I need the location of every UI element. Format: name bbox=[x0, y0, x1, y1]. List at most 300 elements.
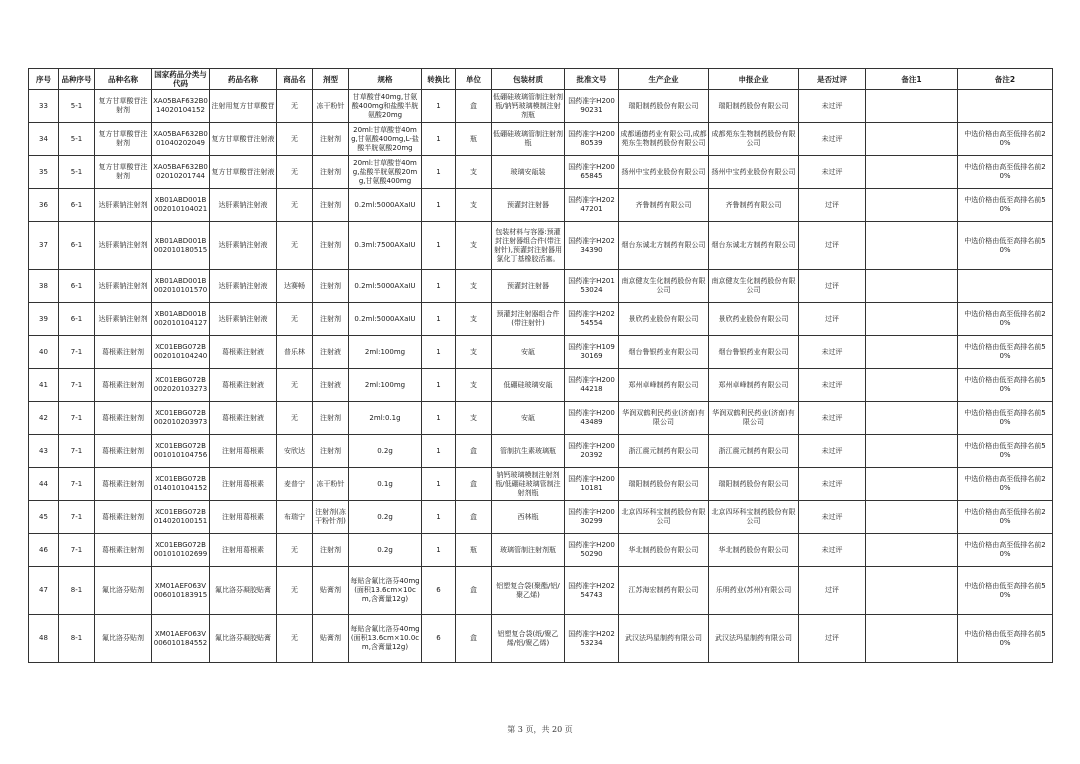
table-cell: 注射用葛根素 bbox=[210, 468, 277, 501]
table-cell: 低硼硅玻璃管制注射剂瓶/钠钙玻璃模制注射剂瓶 bbox=[492, 90, 565, 123]
table-cell: 成都苑东生物制药股份有限公司 bbox=[709, 123, 799, 156]
table-cell: XA05BAF632B001040202049 bbox=[152, 123, 210, 156]
table-cell: 7-1 bbox=[59, 336, 95, 369]
table-cell bbox=[866, 156, 958, 189]
table-cell bbox=[866, 336, 958, 369]
table-cell: 盒 bbox=[456, 468, 492, 501]
table-cell: 未过评 bbox=[799, 435, 866, 468]
table-cell: 1 bbox=[422, 156, 456, 189]
table-cell: 达肝素钠注射剂 bbox=[95, 270, 152, 303]
table-cell: 每贴含氟比洛芬40mg(面积13.6cm×10.0cm,含膏量12g) bbox=[349, 615, 422, 663]
column-header: 药品名称 bbox=[210, 69, 277, 90]
table-cell: 注射用葛根素 bbox=[210, 435, 277, 468]
table-cell: 北京四环科宝制药股份有限公司 bbox=[709, 501, 799, 534]
column-header: 剂型 bbox=[313, 69, 349, 90]
table-cell: 达肝素钠注射液 bbox=[210, 222, 277, 270]
table-cell: 国药准字H20080539 bbox=[565, 123, 619, 156]
table-cell: XB01ABD001B002010104127 bbox=[152, 303, 210, 336]
table-row bbox=[29, 402, 1053, 435]
table-cell: 安瓿 bbox=[492, 336, 565, 369]
table-cell: XC01EBG072B002020103273 bbox=[152, 369, 210, 402]
table-cell bbox=[866, 189, 958, 222]
table-cell: 5-1 bbox=[59, 123, 95, 156]
table-cell: 支 bbox=[456, 222, 492, 270]
table-cell: 浙江震元制药有限公司 bbox=[619, 435, 709, 468]
table-cell: 未过评 bbox=[799, 336, 866, 369]
table-cell: 支 bbox=[456, 303, 492, 336]
table-row bbox=[29, 90, 1053, 123]
table-cell: 中选价格由高至低排名前20% bbox=[958, 534, 1053, 567]
table-cell: 6 bbox=[422, 567, 456, 615]
table-cell: 1 bbox=[422, 501, 456, 534]
table-cell: 达肝素钠注射液 bbox=[210, 189, 277, 222]
table-cell: 复方甘草酸苷注射剂 bbox=[95, 90, 152, 123]
table-cell: 葛根素注射液 bbox=[210, 402, 277, 435]
table-row bbox=[29, 270, 1053, 303]
table-cell: 注射剂 bbox=[313, 222, 349, 270]
table-cell: 注射用复方甘草酸苷 bbox=[210, 90, 277, 123]
table-cell: 盒 bbox=[456, 567, 492, 615]
header-row bbox=[29, 69, 1053, 90]
table-cell: 国药准字H20050290 bbox=[565, 534, 619, 567]
table-cell: 烟台东诚北方制药有限公司 bbox=[709, 222, 799, 270]
table-cell: 盒 bbox=[456, 615, 492, 663]
table-cell: 扬州中宝药业股份有限公司 bbox=[709, 156, 799, 189]
table-cell: 6-1 bbox=[59, 270, 95, 303]
table-cell: 注射用葛根素 bbox=[210, 534, 277, 567]
table-cell: 过评 bbox=[799, 303, 866, 336]
table-cell: 支 bbox=[456, 369, 492, 402]
table-cell: 齐鲁制药有限公司 bbox=[709, 189, 799, 222]
column-header: 包装材质 bbox=[492, 69, 565, 90]
table-cell: 5-1 bbox=[59, 90, 95, 123]
table-cell: 葛根素注射剂 bbox=[95, 534, 152, 567]
table-cell: 低硼硅玻璃管制注射剂瓶 bbox=[492, 123, 565, 156]
table-cell: 过评 bbox=[799, 189, 866, 222]
table-cell bbox=[866, 615, 958, 663]
column-header: 转换比 bbox=[422, 69, 456, 90]
table-cell: 瑞阳制药股份有限公司 bbox=[709, 90, 799, 123]
table-cell: 1 bbox=[422, 402, 456, 435]
column-header: 商品名 bbox=[277, 69, 313, 90]
table-cell: XA05BAF632B002010201744 bbox=[152, 156, 210, 189]
table-cell: 葛根素注射剂 bbox=[95, 501, 152, 534]
table-cell: 未过评 bbox=[799, 369, 866, 402]
table-cell: 过评 bbox=[799, 567, 866, 615]
table-cell: 中选价格由低至高排名前50% bbox=[958, 189, 1053, 222]
table-cell: XB01ABD001B002010180515 bbox=[152, 222, 210, 270]
table-cell: 北京四环科宝制药股份有限公司 bbox=[619, 501, 709, 534]
table-cell: 7-1 bbox=[59, 435, 95, 468]
table-cell: 无 bbox=[277, 303, 313, 336]
table-cell: 无 bbox=[277, 90, 313, 123]
table-cell: 1 bbox=[422, 468, 456, 501]
table-cell: 达肝素钠注射剂 bbox=[95, 303, 152, 336]
table-cell: 1 bbox=[422, 270, 456, 303]
table-cell: 中选价格由高至低排名前20% bbox=[958, 123, 1053, 156]
column-header: 是否过评 bbox=[799, 69, 866, 90]
table-cell: 葛根素注射剂 bbox=[95, 336, 152, 369]
table-cell: 1 bbox=[422, 123, 456, 156]
table-cell: 注射剂 bbox=[313, 534, 349, 567]
table-cell: 注射用葛根素 bbox=[210, 501, 277, 534]
drug-list-table bbox=[28, 68, 1053, 663]
table-cell: 扬州中宝药业股份有限公司 bbox=[619, 156, 709, 189]
table-cell: 国药准字H20030299 bbox=[565, 501, 619, 534]
table-cell: 过评 bbox=[799, 270, 866, 303]
table-cell bbox=[866, 90, 958, 123]
table-cell: 每贴含氟比洛芬40mg(面积13.6cm×10cm,含膏量12g) bbox=[349, 567, 422, 615]
table-cell: 8-1 bbox=[59, 615, 95, 663]
table-cell: 注射剂 bbox=[313, 270, 349, 303]
table-cell: 国药准字H20253234 bbox=[565, 615, 619, 663]
table-cell: 无 bbox=[277, 369, 313, 402]
table-cell: 37 bbox=[29, 222, 59, 270]
table-cell: XM01AEF063V006010183915 bbox=[152, 567, 210, 615]
table-cell: 安瓿 bbox=[492, 402, 565, 435]
table-cell: 华润双鹤利民药业(济南)有限公司 bbox=[709, 402, 799, 435]
table-cell: 郑州卓峰制药有限公司 bbox=[709, 369, 799, 402]
table-cell: 1 bbox=[422, 189, 456, 222]
table-cell: 20ml:甘草酸苷40mg,甘氨酸400mg,L-盐酸半胱氨酸20mg bbox=[349, 123, 422, 156]
table-cell: XB01ABD001B002010101570 bbox=[152, 270, 210, 303]
table-cell: 玻璃安瓿装 bbox=[492, 156, 565, 189]
table-cell: 39 bbox=[29, 303, 59, 336]
table-cell: 40 bbox=[29, 336, 59, 369]
table-cell: 中选价格由低至高排名前50% bbox=[958, 615, 1053, 663]
table-cell: 复方甘草酸苷注射液 bbox=[210, 123, 277, 156]
table-cell: 无 bbox=[277, 567, 313, 615]
table-cell: 低硼硅玻璃安瓿 bbox=[492, 369, 565, 402]
table-cell: 盒 bbox=[456, 501, 492, 534]
table-row bbox=[29, 567, 1053, 615]
table-cell: 烟台东诚北方制药有限公司 bbox=[619, 222, 709, 270]
table-cell: 无 bbox=[277, 156, 313, 189]
table-cell: 42 bbox=[29, 402, 59, 435]
table-cell: 支 bbox=[456, 402, 492, 435]
table-row bbox=[29, 123, 1053, 156]
table-cell: 注射剂 bbox=[313, 156, 349, 189]
table-cell: 中选价格由低至高排名前50% bbox=[958, 222, 1053, 270]
table-row bbox=[29, 369, 1053, 402]
table-cell: 复方甘草酸苷注射液 bbox=[210, 156, 277, 189]
table-cell: 江苏海宏制药有限公司 bbox=[619, 567, 709, 615]
table-cell: 钠钙玻璃模制注射剂瓶/低硼硅玻璃管制注射剂瓶 bbox=[492, 468, 565, 501]
table-cell: 瓶 bbox=[456, 534, 492, 567]
table-cell: 未过评 bbox=[799, 534, 866, 567]
table-cell: 注射剂 bbox=[313, 402, 349, 435]
table-cell: 景欣药业股份有限公司 bbox=[619, 303, 709, 336]
table-cell: 华北制药股份有限公司 bbox=[619, 534, 709, 567]
table-cell: 国药准字H20020392 bbox=[565, 435, 619, 468]
table-cell: 47 bbox=[29, 567, 59, 615]
table-cell bbox=[866, 402, 958, 435]
table-cell: 冻干粉针 bbox=[313, 468, 349, 501]
table-cell: 1 bbox=[422, 222, 456, 270]
table-cell: 达肝素钠注射液 bbox=[210, 270, 277, 303]
table-cell: 无 bbox=[277, 123, 313, 156]
table-cell: 达赛畅 bbox=[277, 270, 313, 303]
table-cell: 0.2g bbox=[349, 501, 422, 534]
table-cell: 国药准字H20044218 bbox=[565, 369, 619, 402]
table-cell: XC01EBG072B014020100151 bbox=[152, 501, 210, 534]
table-cell: 中选价格由高至低排名前20% bbox=[958, 501, 1053, 534]
table-cell bbox=[866, 369, 958, 402]
table-cell: 齐鲁制药有限公司 bbox=[619, 189, 709, 222]
table-row bbox=[29, 189, 1053, 222]
table-cell: 支 bbox=[456, 270, 492, 303]
table-cell: XC01EBG072B002010203973 bbox=[152, 402, 210, 435]
table-cell: 支 bbox=[456, 336, 492, 369]
table-cell: 华润双鹤利民药业(济南)有限公司 bbox=[619, 402, 709, 435]
table-cell: 2ml:0.1g bbox=[349, 402, 422, 435]
table-cell: 南京健友生化制药股份有限公司 bbox=[709, 270, 799, 303]
table-cell bbox=[866, 303, 958, 336]
table-cell: 43 bbox=[29, 435, 59, 468]
table-cell: 注射液 bbox=[313, 369, 349, 402]
table-cell: 未过评 bbox=[799, 90, 866, 123]
table-cell: 1 bbox=[422, 369, 456, 402]
table-cell: 华北制药股份有限公司 bbox=[709, 534, 799, 567]
table-cell: 过评 bbox=[799, 222, 866, 270]
column-header: 批准文号 bbox=[565, 69, 619, 90]
table-body bbox=[29, 90, 1053, 663]
table-cell bbox=[866, 468, 958, 501]
table-cell: 国药准字H20090231 bbox=[565, 90, 619, 123]
table-cell: 景欣药业股份有限公司 bbox=[709, 303, 799, 336]
table-row bbox=[29, 336, 1053, 369]
table-cell: 铝塑复合袋(聚酯/铝/聚乙烯) bbox=[492, 567, 565, 615]
table-cell: 8-1 bbox=[59, 567, 95, 615]
table-cell: 国药准字H20247201 bbox=[565, 189, 619, 222]
table-cell: 中选价格由低至高排名前50% bbox=[958, 369, 1053, 402]
table-cell: 氟比洛芬凝胶贴膏 bbox=[210, 615, 277, 663]
column-header: 生产企业 bbox=[619, 69, 709, 90]
table-cell: XC01EBG072B001010102699 bbox=[152, 534, 210, 567]
table-cell: 7-1 bbox=[59, 402, 95, 435]
table-cell: 达肝素钠注射剂 bbox=[95, 222, 152, 270]
table-cell: 未过评 bbox=[799, 123, 866, 156]
column-header: 申报企业 bbox=[709, 69, 799, 90]
table-cell: 未过评 bbox=[799, 501, 866, 534]
column-header: 规格 bbox=[349, 69, 422, 90]
table-cell: 复方甘草酸苷注射剂 bbox=[95, 123, 152, 156]
table-cell: 中选价格由低至高排名前50% bbox=[958, 435, 1053, 468]
table-cell: 国药准字H20254743 bbox=[565, 567, 619, 615]
table-cell: 1 bbox=[422, 90, 456, 123]
table-cell bbox=[866, 222, 958, 270]
table-cell bbox=[958, 90, 1053, 123]
page-number-footer: 第 3 页，共 20 页 bbox=[507, 725, 573, 734]
table-cell: 国药准字H20153024 bbox=[565, 270, 619, 303]
column-header: 品种名称 bbox=[95, 69, 152, 90]
table-cell: 中选价格由高至低排名前20% bbox=[958, 468, 1053, 501]
table-cell: 1 bbox=[422, 303, 456, 336]
table-cell: 38 bbox=[29, 270, 59, 303]
table-cell: 西林瓶 bbox=[492, 501, 565, 534]
table-cell bbox=[958, 270, 1053, 303]
table-header bbox=[29, 69, 1053, 90]
table-row bbox=[29, 435, 1053, 468]
table-cell: 未过评 bbox=[799, 156, 866, 189]
table-cell: XA05BAF632B014020104152 bbox=[152, 90, 210, 123]
table-cell: 国药准字H20010181 bbox=[565, 468, 619, 501]
table-cell: 未过评 bbox=[799, 402, 866, 435]
table-cell: 注射剂 bbox=[313, 123, 349, 156]
table-cell: 氟比洛芬贴剂 bbox=[95, 615, 152, 663]
table-cell: 44 bbox=[29, 468, 59, 501]
column-header: 品种序号 bbox=[59, 69, 95, 90]
table-cell bbox=[866, 501, 958, 534]
table-cell: 包装材料与容器:预灌封注射器组合件(带注射针),预灌封注射器用氯化丁基橡胶活塞。 bbox=[492, 222, 565, 270]
table-cell: 48 bbox=[29, 615, 59, 663]
table-cell: 注射剂 bbox=[313, 435, 349, 468]
table-cell: 注射剂 bbox=[313, 189, 349, 222]
table-cell: 瑞阳制药股份有限公司 bbox=[619, 90, 709, 123]
table-cell: 烟台鲁银药业有限公司 bbox=[619, 336, 709, 369]
table-cell: 注射剂(冻干粉针剂) bbox=[313, 501, 349, 534]
table-cell: 浙江震元制药有限公司 bbox=[709, 435, 799, 468]
table-cell: 7-1 bbox=[59, 501, 95, 534]
table-cell: 7-1 bbox=[59, 369, 95, 402]
table-cell: 无 bbox=[277, 189, 313, 222]
table-cell bbox=[866, 567, 958, 615]
table-cell: 无 bbox=[277, 534, 313, 567]
table-cell: XC01EBG072B001010104756 bbox=[152, 435, 210, 468]
table-cell bbox=[866, 435, 958, 468]
table-cell: 国药准字H20234390 bbox=[565, 222, 619, 270]
table-cell: 玻璃管制注射剂瓶 bbox=[492, 534, 565, 567]
table-cell: 国药准字H20254554 bbox=[565, 303, 619, 336]
table-cell: 氟比洛芬贴剂 bbox=[95, 567, 152, 615]
table-cell: 国药准字H20043489 bbox=[565, 402, 619, 435]
table-cell bbox=[866, 534, 958, 567]
table-cell: 1 bbox=[422, 336, 456, 369]
column-header: 单位 bbox=[456, 69, 492, 90]
table-cell: 1 bbox=[422, 435, 456, 468]
table-cell: 0.1g bbox=[349, 468, 422, 501]
table-cell bbox=[866, 270, 958, 303]
table-row bbox=[29, 501, 1053, 534]
table-cell: 管制抗生素玻璃瓶 bbox=[492, 435, 565, 468]
table-cell: 0.3ml:7500AXaIU bbox=[349, 222, 422, 270]
table-cell: 0.2ml:5000AXaIU bbox=[349, 270, 422, 303]
table-row bbox=[29, 468, 1053, 501]
table-cell: 贴膏剂 bbox=[313, 567, 349, 615]
column-header: 国家药品分类与代码 bbox=[152, 69, 210, 90]
table-cell: 0.2ml:5000AXaIU bbox=[349, 303, 422, 336]
table-cell: 国药准字H10930169 bbox=[565, 336, 619, 369]
table-cell: 葛根素注射剂 bbox=[95, 468, 152, 501]
table-cell: 乐明药业(苏州)有限公司 bbox=[709, 567, 799, 615]
table-cell: 6-1 bbox=[59, 303, 95, 336]
table-cell: 0.2ml:5000AXaIU bbox=[349, 189, 422, 222]
table-cell: 0.2g bbox=[349, 435, 422, 468]
table-row bbox=[29, 222, 1053, 270]
table-cell: 支 bbox=[456, 189, 492, 222]
table-cell: 中选价格由低至高排名前50% bbox=[958, 402, 1053, 435]
table-cell: 武汉法玛星制药有限公司 bbox=[619, 615, 709, 663]
table-row bbox=[29, 303, 1053, 336]
table-cell: 达肝素钠注射液 bbox=[210, 303, 277, 336]
table-cell: 武汉法玛星制药有限公司 bbox=[709, 615, 799, 663]
table-cell: 瑞阳制药股份有限公司 bbox=[709, 468, 799, 501]
table-cell: XC01EBG072B002010104240 bbox=[152, 336, 210, 369]
table-cell: 复方甘草酸苷注射剂 bbox=[95, 156, 152, 189]
column-header: 序号 bbox=[29, 69, 59, 90]
table-cell: 盒 bbox=[456, 90, 492, 123]
table-cell: 1 bbox=[422, 534, 456, 567]
table-cell: 盒 bbox=[456, 435, 492, 468]
table-cell: 33 bbox=[29, 90, 59, 123]
table-cell: 7-1 bbox=[59, 468, 95, 501]
table-cell: 葛根素注射液 bbox=[210, 336, 277, 369]
table-cell: 贴膏剂 bbox=[313, 615, 349, 663]
table-cell: 34 bbox=[29, 123, 59, 156]
table-cell: 瑞阳制药股份有限公司 bbox=[619, 468, 709, 501]
table-cell: 烟台鲁银药业有限公司 bbox=[709, 336, 799, 369]
table-cell: 5-1 bbox=[59, 156, 95, 189]
table-cell: 布瑞宁 bbox=[277, 501, 313, 534]
table-cell: 安欣达 bbox=[277, 435, 313, 468]
table-row bbox=[29, 615, 1053, 663]
table-cell: 46 bbox=[29, 534, 59, 567]
table-cell: 瓶 bbox=[456, 123, 492, 156]
table-cell: 郑州卓峰制药有限公司 bbox=[619, 369, 709, 402]
table-cell: 0.2g bbox=[349, 534, 422, 567]
table-cell: 45 bbox=[29, 501, 59, 534]
table-cell: 注射剂 bbox=[313, 303, 349, 336]
table-cell: XB01ABD001B002010104021 bbox=[152, 189, 210, 222]
table-cell: 普乐林 bbox=[277, 336, 313, 369]
table-cell: 6 bbox=[422, 615, 456, 663]
table-cell: 中选价格由高至低排名前20% bbox=[958, 303, 1053, 336]
table-cell: 麦普宁 bbox=[277, 468, 313, 501]
table-cell: 注射液 bbox=[313, 336, 349, 369]
table-cell: 葛根素注射剂 bbox=[95, 402, 152, 435]
table-cell: 葛根素注射剂 bbox=[95, 435, 152, 468]
table-cell bbox=[866, 123, 958, 156]
table-cell: XC01EBG072B014010104152 bbox=[152, 468, 210, 501]
table-cell: 预灌封注射器 bbox=[492, 189, 565, 222]
table-cell: 葛根素注射剂 bbox=[95, 369, 152, 402]
table-cell: XM01AEF063V006010184552 bbox=[152, 615, 210, 663]
table-cell: 氟比洛芬凝胶贴膏 bbox=[210, 567, 277, 615]
table-cell: 未过评 bbox=[799, 468, 866, 501]
table-cell: 铝塑复合袋(纸/聚乙烯/铝/聚乙烯) bbox=[492, 615, 565, 663]
table-cell: 无 bbox=[277, 402, 313, 435]
table-cell: 甘草酸苷40mg,甘氨酸400mg和盐酸半胱氨酸20mg bbox=[349, 90, 422, 123]
table-cell: 41 bbox=[29, 369, 59, 402]
column-header: 备注2 bbox=[958, 69, 1053, 90]
table-cell: 中选价格由高至低排名前20% bbox=[958, 156, 1053, 189]
table-cell: 6-1 bbox=[59, 222, 95, 270]
table-cell: 中选价格由低至高排名前50% bbox=[958, 336, 1053, 369]
table-cell: 35 bbox=[29, 156, 59, 189]
column-header: 备注1 bbox=[866, 69, 958, 90]
document-page bbox=[28, 68, 1052, 663]
table-cell: 达肝素钠注射剂 bbox=[95, 189, 152, 222]
table-cell: 过评 bbox=[799, 615, 866, 663]
table-cell: 2ml:100mg bbox=[349, 336, 422, 369]
table-cell: 预灌封注射器组合件(带注射针) bbox=[492, 303, 565, 336]
table-cell: 6-1 bbox=[59, 189, 95, 222]
table-cell: 20ml:甘草酸苷40mg,盐酸半胱氨酸20mg,甘氨酸400mg bbox=[349, 156, 422, 189]
table-cell: 中选价格由低至高排名前50% bbox=[958, 567, 1053, 615]
table-cell: 2ml:100mg bbox=[349, 369, 422, 402]
table-cell: 支 bbox=[456, 156, 492, 189]
table-cell: 36 bbox=[29, 189, 59, 222]
